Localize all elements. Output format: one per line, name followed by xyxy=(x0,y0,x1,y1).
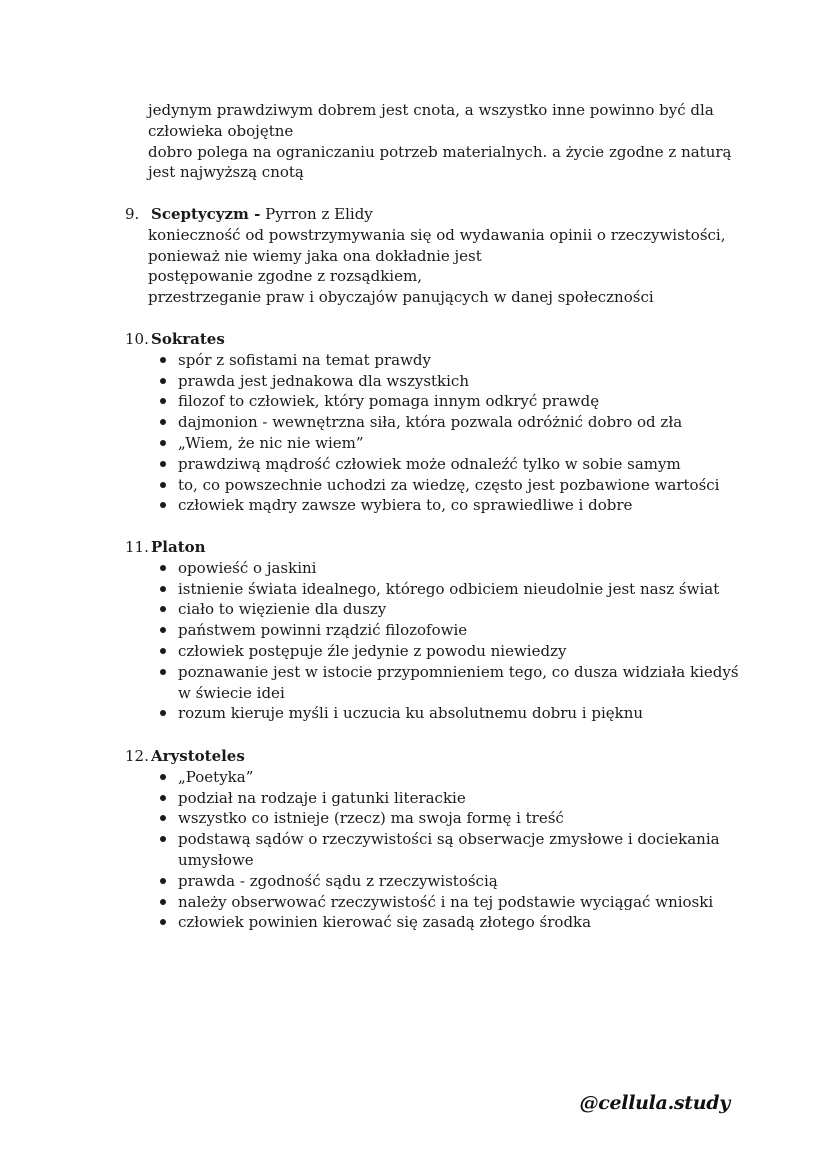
section-arystoteles xyxy=(125,746,745,933)
section-number: 10. xyxy=(125,330,149,348)
section-number: 9. xyxy=(125,205,140,223)
bullet-list xyxy=(158,350,745,516)
list-item: „Poetyka” xyxy=(158,767,745,788)
bullet-list xyxy=(158,767,745,933)
list-item: „Wiem, że nic nie wiem” xyxy=(158,433,745,454)
section-number: 11. xyxy=(125,538,149,556)
section-title: Platon xyxy=(151,538,206,556)
list-item: dajmonion - wewnętrzna siła, która pozwala odróżnić dobro od zła xyxy=(158,412,745,433)
section-platon xyxy=(125,537,745,724)
section-title: Sceptycyzm - xyxy=(151,205,261,223)
list-item: opowieść o jaskini xyxy=(158,558,745,579)
list-item: człowiek mądry zawsze wybiera to, co sprawiedliwe i dobre xyxy=(158,495,745,516)
section-heading xyxy=(125,537,745,558)
section-line: przestrzeganie praw i obyczajów panujących w danej społeczności xyxy=(148,288,654,307)
section-heading xyxy=(125,746,745,767)
list-item: rozum kieruje myśli i uczucia ku absolutnemu dobru i pięknu xyxy=(158,703,745,724)
intro-line: jedynym prawdziwym dobrem jest cnota, a wszystko inne powinno być dla człowieka obojętne xyxy=(148,101,714,140)
list-item: należy obserwować rzeczywistość i na tej podstawie wyciągać wnioski xyxy=(158,892,745,913)
list-item: ciało to więzienie dla duszy xyxy=(158,599,745,620)
section-title: Arystoteles xyxy=(151,747,245,765)
section-number: 12. xyxy=(125,747,149,765)
section-line: postępowanie zgodne z rozsądkiem, xyxy=(148,267,422,286)
list-item: filozof to człowiek, który pomaga innym odkryć prawdę xyxy=(158,391,745,412)
section-body xyxy=(148,225,745,308)
list-item: człowiek powinien kierować się zasadą złotego środka xyxy=(158,912,745,933)
list-item: prawda jest jednakowa dla wszystkich xyxy=(158,371,745,392)
watermark-signature: @cellula.study xyxy=(579,1092,730,1114)
bullet-list xyxy=(158,558,745,724)
list-item: prawdziwą mądrość człowiek może odnaleźć tylko w sobie samym xyxy=(158,454,745,475)
list-item: to, co powszechnie uchodzi za wiedzę, często jest pozbawione wartości xyxy=(158,475,745,496)
section-heading xyxy=(125,204,745,225)
list-item: spór z sofistami na temat prawdy xyxy=(158,350,745,371)
list-item: istnienie świata idealnego, którego odbiciem nieudolnie jest nasz świat xyxy=(158,579,745,600)
section-title: Sokrates xyxy=(151,330,225,348)
intro-paragraph xyxy=(148,100,748,183)
list-item: państwem powinni rządzić filozofowie xyxy=(158,620,745,641)
list-item: podstawą sądów o rzeczywistości są obserwacje zmysłowe i dociekania umysłowe xyxy=(158,829,745,871)
list-item: wszystko co istnieje (rzecz) ma swoja formę i treść xyxy=(158,808,745,829)
section-heading xyxy=(125,329,745,350)
list-item: prawda - zgodność sądu z rzeczywistością xyxy=(158,871,745,892)
list-item: człowiek postępuje źle jedynie z powodu niewiedzy xyxy=(158,641,745,662)
section-line: konieczność od powstrzymywania się od wydawania opinii o rzeczywistości, ponieważ nie wiemy jaka ona dokładnie jest xyxy=(148,225,726,265)
section-sokrates xyxy=(125,329,745,516)
list-item: poznawanie jest w istocie przypomnieniem tego, co dusza widziała kiedyś w świecie idei xyxy=(158,662,745,704)
list-item: podział na rodzaje i gatunki literackie xyxy=(158,788,745,809)
intro-line: dobro polega na ograniczaniu potrzeb materialnych. a życie zgodne z naturą jest najwyższą cnotą xyxy=(148,142,732,182)
section-sceptycyzm xyxy=(125,204,745,308)
section-subtitle: Pyrron z Elidy xyxy=(260,205,373,223)
